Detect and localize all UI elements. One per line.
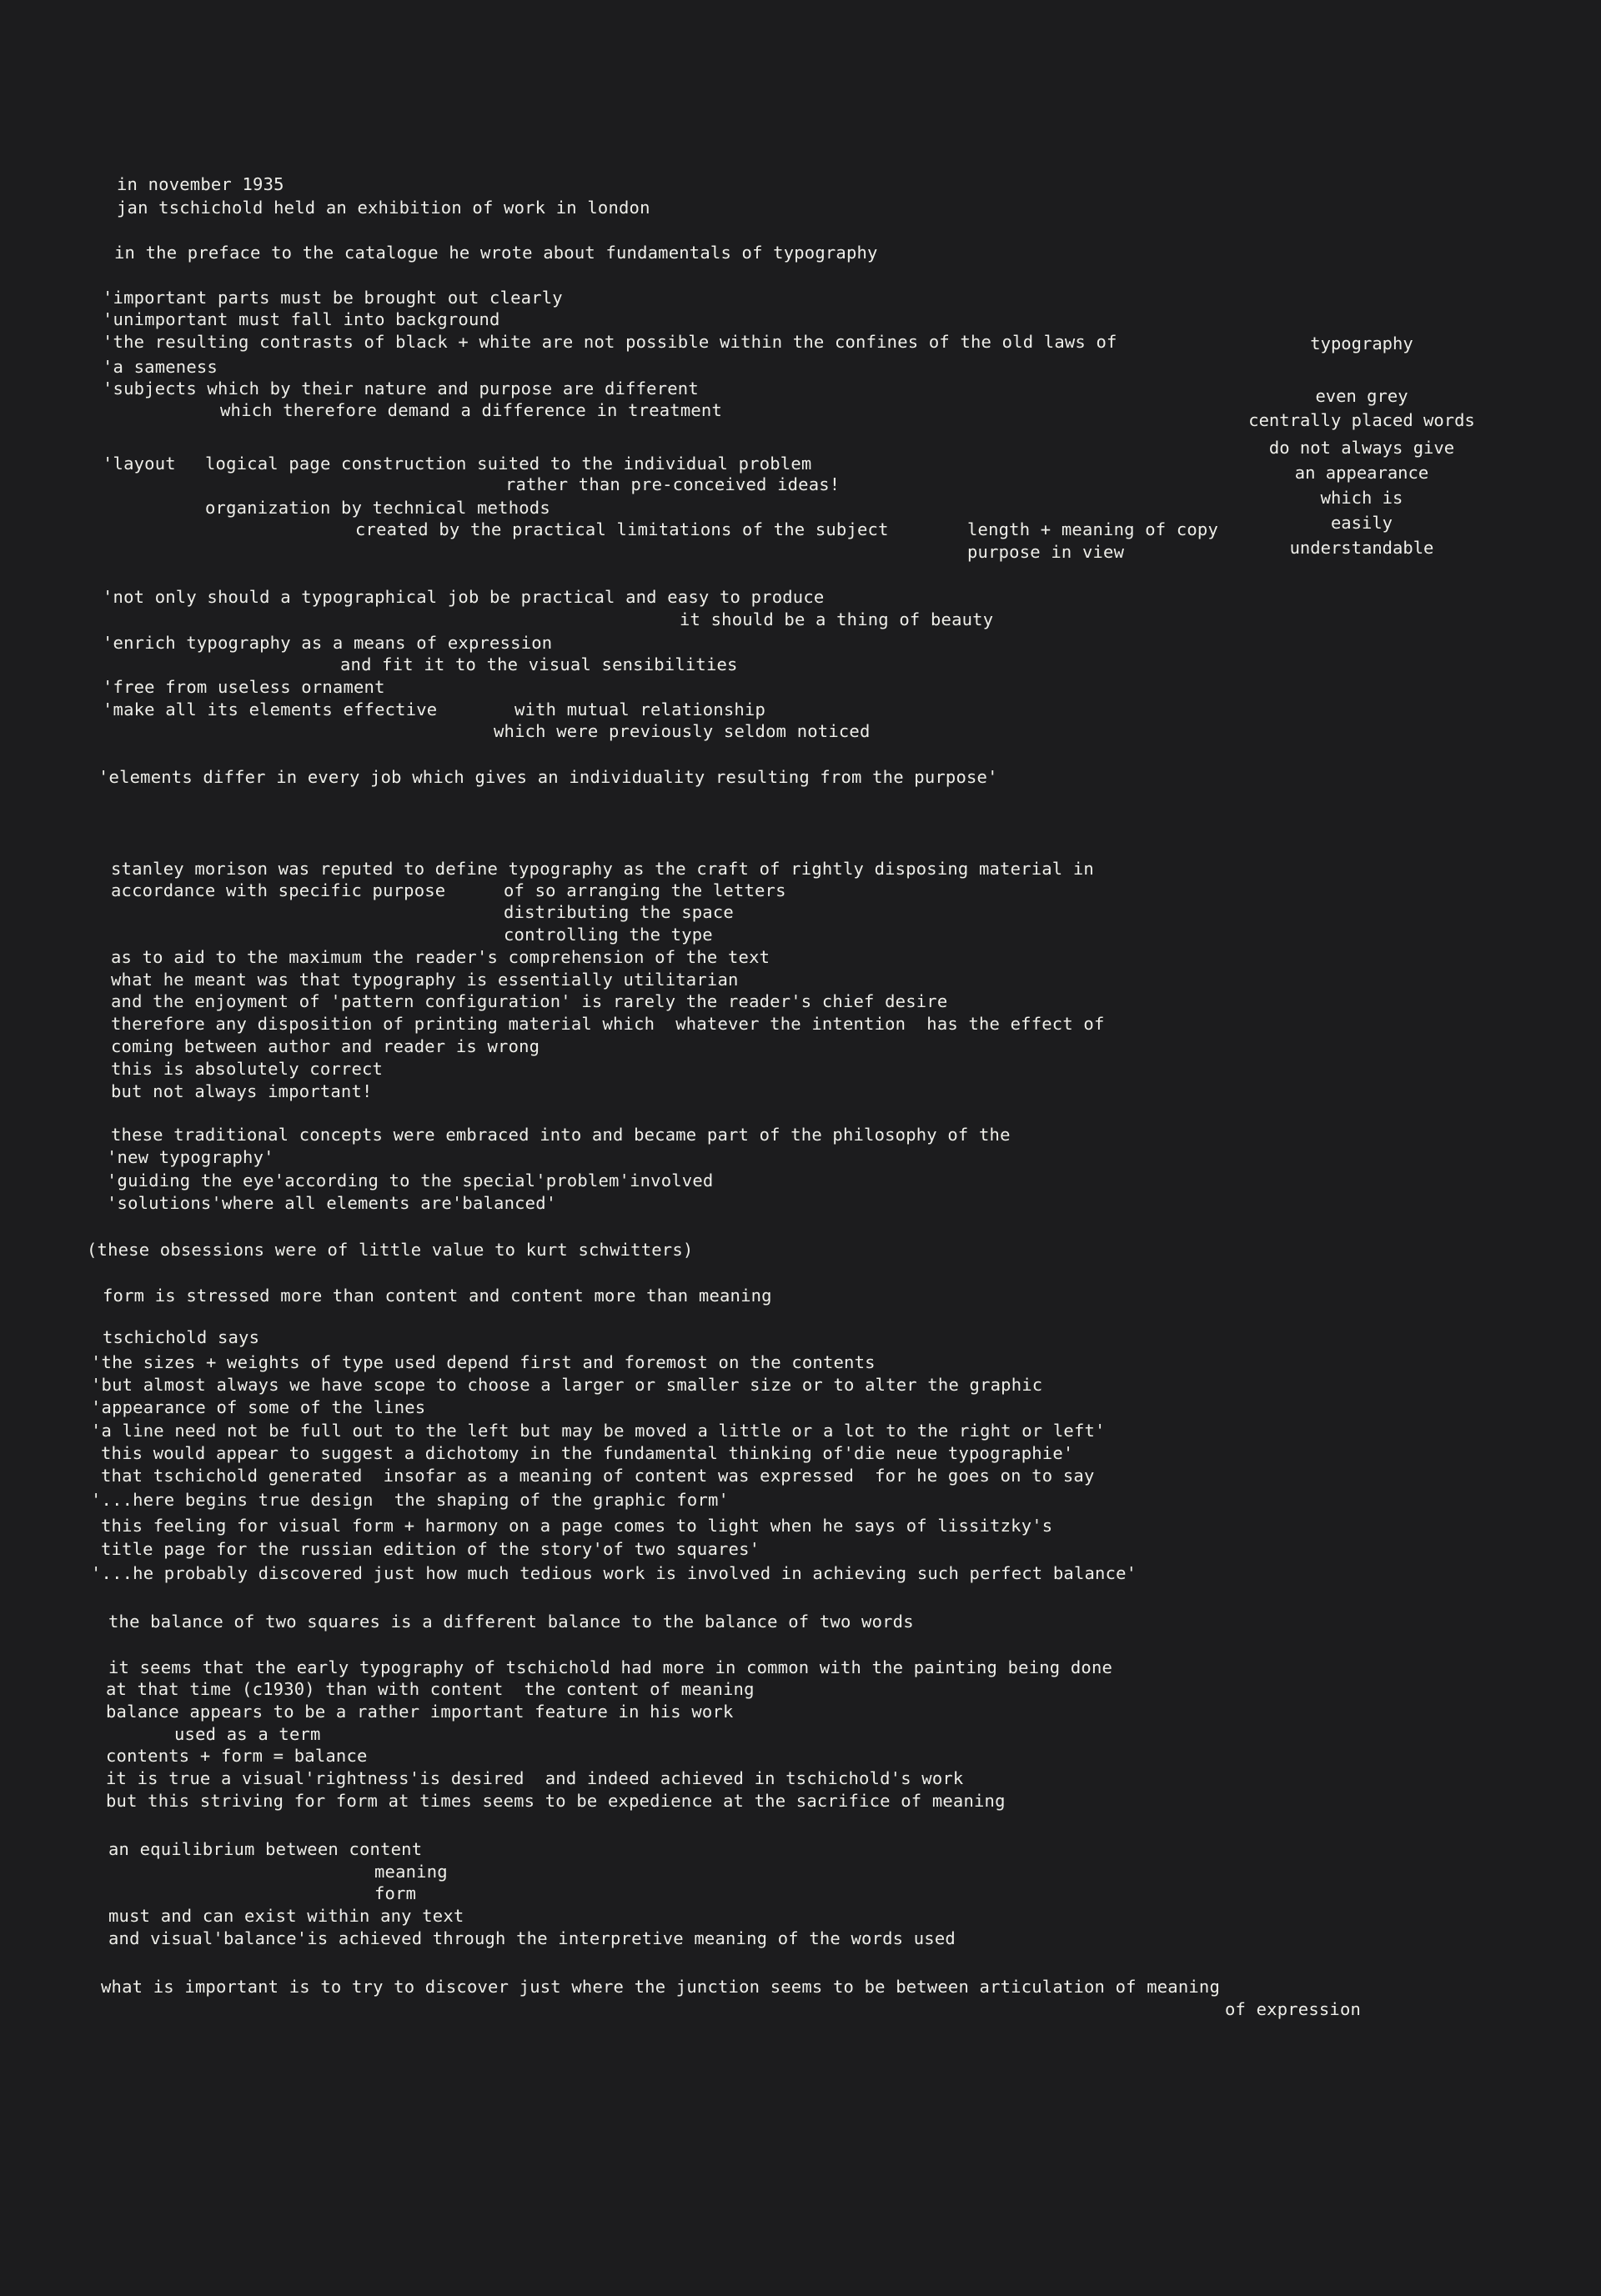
text-line: 'important parts must be brought out clearly	[103, 288, 563, 308]
side-note-line: even grey	[1315, 386, 1408, 406]
text-line: which therefore demand a difference in treatment	[220, 400, 723, 420]
text-line: must and can exist within any text	[108, 1906, 464, 1926]
text-line: this feeling for visual form + harmony on a page comes to light when he says of lissitzky's	[101, 1516, 1053, 1536]
text-line: these traditional concepts were embraced into and became part of the philosophy of the	[111, 1125, 1011, 1145]
text-line: as to aid to the maximum the reader's comprehension of the text	[111, 947, 770, 967]
text-line: it is true a visual'rightness'is desired and indeed achieved in tschichold's work	[106, 1768, 964, 1788]
text-line: title page for the russian edition of the story'of two squares'	[101, 1539, 760, 1559]
text-line: 'guiding the eye'according to the special'problem'involved	[107, 1171, 714, 1191]
side-note-line: easily	[1330, 513, 1393, 533]
text-line: rather than pre-conceived ideas!	[505, 474, 841, 494]
text-line: at that time (c1930) than with content the content of meaning	[106, 1679, 755, 1699]
text-line: in november 1935	[117, 174, 284, 194]
text-line: logical page construction suited to the individual problem	[205, 454, 812, 474]
text-line: contents + form = balance	[106, 1746, 368, 1766]
text-line: it should be a thing of beauty	[680, 609, 994, 629]
text-line: 'unimportant must fall into background	[103, 309, 500, 329]
side-note-line: typography	[1310, 333, 1413, 353]
text-line: of so arranging the letters	[504, 880, 786, 900]
side-note-line: centrally placed words	[1248, 410, 1475, 430]
text-line: form is stressed more than content and content more than meaning	[103, 1286, 772, 1306]
side-note-line: which is	[1320, 488, 1403, 508]
text-line: '...he probably discovered just how much tedious work is involved in achieving such perfect balance'	[91, 1563, 1137, 1583]
text-line: 'elements differ in every job which gives an individuality resulting from the purpose'	[98, 767, 998, 787]
text-line: what he meant was that typography is essentially utilitarian	[111, 970, 739, 990]
text-line: 'enrich typography as a means of expression	[103, 633, 553, 653]
text-line: this is absolutely correct	[111, 1059, 384, 1079]
text-line: an equilibrium between content	[108, 1839, 423, 1859]
text-line: of expression	[1225, 1999, 1362, 2019]
text-line: this would appear to suggest a dichotomy in the fundamental thinking of'die neue typographie'	[101, 1443, 1074, 1463]
text-line: length + meaning of copy	[967, 519, 1219, 539]
text-line: controlling the type	[504, 925, 713, 945]
text-line: and fit it to the visual sensibilities	[340, 654, 738, 674]
text-line: 'appearance of some of the lines	[91, 1397, 426, 1417]
text-line: it seems that the early typography of tschichold had more in common with the painting being done	[108, 1657, 1113, 1677]
text-line: coming between author and reader is wrong	[111, 1036, 540, 1056]
text-line: distributing the space	[504, 902, 734, 922]
text-line: balance appears to be a rather important feature in his work	[106, 1702, 734, 1722]
text-line: 'the resulting contrasts of black + white are not possible within the confines of the old laws of	[103, 332, 1117, 352]
text-line: accordance with specific purpose	[111, 880, 446, 900]
side-note-line: understandable	[1289, 538, 1434, 558]
text-line: tschichold says	[103, 1327, 260, 1347]
text-line: and visual'balance'is achieved through the interpretive meaning of the words used	[108, 1928, 956, 1948]
text-line: jan tschichold held an exhibition of work in london	[117, 198, 650, 218]
text-line: 'not only should a typographical job be practical and easy to produce	[103, 587, 825, 607]
text-line: 'free from useless ornament	[103, 677, 385, 697]
text-line: purpose in view	[967, 542, 1125, 562]
side-note-line: do not always give	[1268, 438, 1455, 458]
text-line: '...here begins true design the shaping of the graphic form'	[91, 1490, 730, 1510]
text-line: form	[374, 1883, 417, 1903]
text-line: 'the sizes + weights of type used depend first and foremost on the contents	[91, 1352, 876, 1372]
text-line: 'but almost always we have scope to choose a larger or smaller size or to alter the graphic	[91, 1375, 1043, 1395]
text-line: 'a sameness	[103, 357, 218, 377]
side-note-line: an appearance	[1294, 463, 1429, 483]
text-line: meaning	[374, 1862, 448, 1882]
text-line: 'subjects which by their nature and purpose are different	[103, 378, 699, 399]
text-line: 'layout	[103, 454, 176, 474]
text-line: therefore any disposition of printing material which whatever the intention has the effect of	[111, 1014, 1105, 1034]
text-line: used as a term	[174, 1724, 321, 1744]
text-line: organization by technical methods	[205, 498, 550, 518]
text-line: (these obsessions were of little value to kurt schwitters)	[87, 1240, 694, 1260]
text-line: 'a line need not be full out to the left but may be moved a little or a lot to the right or left'	[91, 1421, 1106, 1441]
text-line: 'new typography'	[107, 1147, 274, 1167]
text-line: but this striving for form at times seems to be expedience at the sacrifice of meaning	[106, 1791, 1006, 1811]
text-line: what is important is to try to discover just where the junction seems to be between articulation of meaning	[101, 1977, 1220, 1997]
text-line: the balance of two squares is a different balance to the balance of two words	[108, 1612, 914, 1632]
text-line: that tschichold generated insofar as a meaning of content was expressed for he goes on to say	[101, 1466, 1095, 1486]
text-line: 'solutions'where all elements are'balanced'	[107, 1193, 557, 1213]
text-line: and the enjoyment of 'pattern configuration' is rarely the reader's chief desire	[111, 991, 948, 1011]
text-line: which were previously seldom noticed	[494, 721, 871, 741]
text-line: created by the practical limitations of the subject	[355, 519, 889, 539]
text-line: stanley morison was reputed to define typography as the craft of rightly disposing material in	[111, 859, 1094, 879]
text-line: but not always important!	[111, 1081, 373, 1101]
text-line: with mutual relationship	[514, 699, 766, 719]
text-line: 'make all its elements effective	[103, 699, 438, 719]
text-line: in the preface to the catalogue he wrote about fundamentals of typography	[114, 243, 878, 263]
